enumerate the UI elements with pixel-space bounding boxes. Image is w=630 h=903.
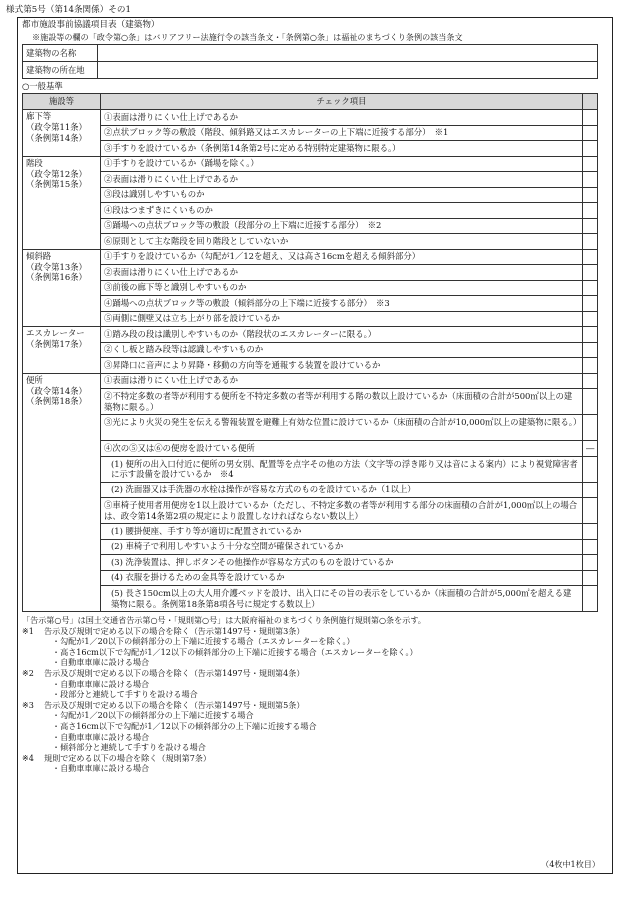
check-item: ①表面は滑りにくい仕上げであるか bbox=[101, 110, 583, 126]
check-item: ②表面は滑りにくい仕上げであるか bbox=[101, 265, 583, 281]
note-block bbox=[22, 753, 608, 774]
note-block bbox=[22, 700, 608, 753]
table-row bbox=[23, 524, 598, 540]
table-row bbox=[23, 456, 598, 482]
category-ref: （条例第18条） bbox=[26, 396, 87, 407]
note-block bbox=[22, 668, 608, 700]
check-item: ①手すりを設けているか（踊場を除く。） bbox=[101, 156, 583, 172]
category-escalator bbox=[23, 327, 101, 374]
table-row bbox=[23, 172, 598, 188]
check-box[interactable] bbox=[583, 234, 598, 250]
note-mark: ※3 bbox=[22, 699, 34, 710]
check-box[interactable] bbox=[583, 482, 598, 498]
check-item: ②くし板と踏み段等は認識しやすいものか bbox=[101, 342, 583, 358]
table-row bbox=[23, 498, 598, 524]
check-box[interactable] bbox=[583, 249, 598, 265]
category-ref: （条例第15条） bbox=[26, 179, 87, 190]
note-text: 告示及び規則で定める以下の場合を除く（告示第1497号・規則第4条） bbox=[44, 668, 305, 679]
form-frame bbox=[17, 17, 613, 874]
note-block bbox=[22, 626, 608, 668]
table-row bbox=[23, 280, 598, 296]
table-row bbox=[23, 482, 598, 498]
check-subitem: (1) 便所の出入口付近に便所の男女別、配置等を点字その他の方法（文字等の浮き彫り又は音による案内）により視覚障害者に示す設備を設けているか ※4 bbox=[101, 456, 583, 482]
check-item: ③前後の廊下等と識別しやすいものか bbox=[101, 280, 583, 296]
check-subitem: (5) 長さ150cm以上の大人用介護ベッドを設け、出入口にその旨の表示をしているか（床面積の合計が5,000㎡を超える建築物に限る。条例第18条第8項各号に規定する数以上） bbox=[101, 586, 583, 612]
table-row bbox=[23, 373, 598, 389]
check-box[interactable] bbox=[583, 570, 598, 586]
category-ref: （条例第17条） bbox=[26, 339, 87, 350]
check-item: ⑤踊場への点状ブロック等の敷設（段部分の上下端に近接する部分） ※2 bbox=[101, 218, 583, 234]
table-row bbox=[23, 234, 598, 250]
check-subitem: (2) 洗面器又は手洗器の水栓は操作が容易な方式のものを設けているか（1以上） bbox=[101, 482, 583, 498]
note-bullet: ・自動車車庫に設ける場合 bbox=[52, 763, 150, 774]
general-standard-label: ○一般基準 bbox=[22, 81, 63, 92]
category-name: 廊下等 bbox=[26, 111, 52, 122]
note-text: 告示及び規則で定める以下の場合を除く（告示第1497号・規則第3条） bbox=[44, 625, 305, 636]
note-bullet: ・勾配が1／20以下の傾斜部分の上下端に近接する場合（エスカレーターを除く。） bbox=[52, 636, 355, 647]
table-row bbox=[23, 311, 598, 327]
category-name: 階段 bbox=[26, 157, 43, 168]
check-box[interactable] bbox=[583, 342, 598, 358]
building-info-table bbox=[22, 44, 598, 79]
header-check-item: チェック項目 bbox=[101, 94, 583, 110]
note-mark: ※1 bbox=[22, 625, 34, 636]
table-row bbox=[23, 539, 598, 555]
table-row bbox=[23, 342, 598, 358]
check-box[interactable] bbox=[583, 110, 598, 126]
check-box[interactable] bbox=[583, 524, 598, 540]
form-body bbox=[22, 20, 608, 774]
check-item: ⑤車椅子使用者用便房を1以上設けているか（ただし、不特定多数の者等が利用する部分の床面積の合計が1,000㎡以上の場合は、政令第14条第2項の規定により設置しなければならない数以上） bbox=[101, 498, 583, 524]
table-row bbox=[23, 249, 598, 265]
check-box[interactable] bbox=[583, 172, 598, 188]
table-row bbox=[23, 441, 598, 457]
check-item: ②不特定多数の者等が利用する便所を不特定多数の者等が利用する階の数以上設けているか（床面積の合計が500㎡以上の建築物に限る。） bbox=[101, 389, 583, 415]
footer-intro: 「告示第○号」は国土交通省告示第○号・「規則第○号」は大阪府福祉のまちづくり条例施行規則第○条を示す。 bbox=[22, 615, 426, 626]
check-item: ④次の⑤又は⑥の便房を設けている便所 bbox=[101, 441, 583, 457]
table-row bbox=[23, 218, 598, 234]
check-box[interactable] bbox=[583, 555, 598, 571]
check-item: ①踏み段の段は識別しやすいものか（階段状のエスカレーターに限る。） bbox=[101, 327, 583, 343]
check-box[interactable] bbox=[583, 187, 598, 203]
check-item: ⑥原則として主な階段を回り階段としていないか bbox=[101, 234, 583, 250]
check-item: ①手すりを設けているか（勾配が1／12を超え、又は高さ16cmを超える傾斜部分） bbox=[101, 249, 583, 265]
check-subitem: (4) 衣服を掛けるための金具等を設けているか bbox=[101, 570, 583, 586]
table-row bbox=[23, 586, 598, 612]
note-mark: ※2 bbox=[22, 668, 34, 679]
check-box[interactable] bbox=[583, 296, 598, 312]
check-subitem: (3) 洗浄装置は、押しボタンその他操作が容易な方式のものを設けているか bbox=[101, 555, 583, 571]
check-item: ④踊場への点状ブロック等の敷設（傾斜部分の上下端に近接する部分） ※3 bbox=[101, 296, 583, 312]
form-number: 様式第5号（第14条関係）その1 bbox=[6, 5, 131, 15]
check-box[interactable] bbox=[583, 203, 598, 219]
building-name-row bbox=[23, 45, 598, 62]
check-box[interactable] bbox=[583, 415, 598, 441]
category-ref: （条例第14条） bbox=[26, 132, 87, 143]
check-box[interactable] bbox=[583, 265, 598, 281]
table-row bbox=[23, 296, 598, 312]
check-box[interactable] bbox=[583, 358, 598, 374]
note-bullet: ・勾配が1／20以下の傾斜部分の上下端に近接する場合 bbox=[52, 710, 254, 721]
note-text: 告示及び規則で定める以下の場合を除く（告示第1497号・規則第5条） bbox=[44, 699, 305, 710]
check-item: ⑤両側に側壁又は立ち上がり部を設けているか bbox=[101, 311, 583, 327]
table-row bbox=[23, 125, 598, 141]
note-bullet: ・高さ16cm以下で勾配が1／12以下の傾斜部分の上下端に近接する場合（エスカレーターを除く。） bbox=[52, 646, 418, 657]
table-row bbox=[23, 327, 598, 343]
category-ref: （政令第11条） bbox=[26, 122, 87, 133]
check-mark-dash: ― bbox=[583, 441, 598, 457]
check-item: ②点状ブロック等の敷設（階段、傾斜路又はエスカレーターの上下端に近接する部分） ※1 bbox=[101, 125, 583, 141]
check-box[interactable] bbox=[583, 373, 598, 389]
checklist-table bbox=[22, 93, 598, 612]
note-bullet: ・高さ16cm以下で勾配が1／12以下の傾斜部分の上下端に近接する場合 bbox=[52, 721, 317, 732]
category-ref: （政令第13条） bbox=[26, 261, 87, 272]
category-name: 傾斜路 bbox=[26, 250, 52, 261]
note-bullet: ・段部分と連続して手すりを設ける場合 bbox=[52, 689, 198, 700]
check-item: ①表面は滑りにくい仕上げであるか bbox=[101, 373, 583, 389]
category-ramp bbox=[23, 249, 101, 327]
category-ref: （条例第16条） bbox=[26, 272, 87, 283]
note-text: 規則で定める以下の場合を除く（規則第7条） bbox=[44, 752, 212, 763]
check-box[interactable] bbox=[583, 141, 598, 157]
note-mark: ※4 bbox=[22, 752, 34, 763]
header-check-column bbox=[583, 94, 598, 110]
check-subitem: (1) 腰掛便座、手すり等が適切に配置されているか bbox=[101, 524, 583, 540]
checklist-header-row bbox=[23, 94, 598, 110]
category-stairs bbox=[23, 156, 101, 249]
check-item: ③手すりを設けているか（条例第14条第2号に定める特別特定建築物に限る。） bbox=[101, 141, 583, 157]
building-name-label: 建築物の名称 bbox=[23, 45, 98, 62]
category-ref: （政令第14条） bbox=[26, 385, 87, 396]
form-title: 都市施設事前協議項目表（建築物） bbox=[22, 20, 160, 30]
check-item: ④段はつまずきにくいものか bbox=[101, 203, 583, 219]
table-row bbox=[23, 555, 598, 571]
check-box[interactable] bbox=[583, 539, 598, 555]
check-item: ③昇降口に音声により昇降・移動の方向等を通報する装置を設けているか bbox=[101, 358, 583, 374]
check-box[interactable] bbox=[583, 156, 598, 172]
table-row bbox=[23, 203, 598, 219]
note-bullet: ・自動車車庫に設ける場合 bbox=[52, 678, 150, 689]
check-box[interactable] bbox=[583, 280, 598, 296]
check-subitem: (2) 車椅子で利用しやすいよう十分な空間が確保されているか bbox=[101, 539, 583, 555]
table-row bbox=[23, 110, 598, 126]
check-box[interactable] bbox=[583, 586, 598, 612]
table-row bbox=[23, 187, 598, 203]
note-bullet: ・自動車車庫に設ける場合 bbox=[52, 657, 150, 668]
check-box[interactable] bbox=[583, 389, 598, 415]
table-row bbox=[23, 358, 598, 374]
table-row bbox=[23, 415, 598, 441]
category-name: 便所 bbox=[26, 374, 43, 385]
table-row bbox=[23, 141, 598, 157]
check-box[interactable] bbox=[583, 311, 598, 327]
check-box[interactable] bbox=[583, 456, 598, 482]
check-item: ②表面は滑りにくい仕上げであるか bbox=[101, 172, 583, 188]
check-item: ③段は識別しやすいものか bbox=[101, 187, 583, 203]
page-number: （4枚中1枚目） bbox=[541, 858, 600, 869]
building-location-field[interactable] bbox=[98, 62, 598, 79]
check-box[interactable] bbox=[583, 498, 598, 524]
article-note: ※施設等の欄の「政令第○条」はバリアフリー法施行令の該当条文・「条例第○条」は福祉のまちづくり条例の該当条文 bbox=[32, 32, 463, 42]
note-bullet: ・自動車車庫に設ける場合 bbox=[52, 731, 150, 742]
category-corridor bbox=[23, 110, 101, 157]
footer-notes bbox=[22, 615, 608, 774]
category-toilet bbox=[23, 373, 101, 612]
building-name-field[interactable] bbox=[98, 45, 598, 62]
header-facility: 施設等 bbox=[23, 94, 101, 110]
table-row bbox=[23, 389, 598, 415]
table-row bbox=[23, 570, 598, 586]
note-bullet: ・傾斜部分と連続して手すりを設ける場合 bbox=[52, 742, 206, 753]
check-box[interactable] bbox=[583, 327, 598, 343]
check-item: ③光により火災の発生を伝える警報装置を避難上有効な位置に設けているか（床面積の合計が10,000㎡以上の建築物に限る。） bbox=[101, 415, 583, 441]
building-location-label: 建築物の所在地 bbox=[23, 62, 98, 79]
table-row bbox=[23, 156, 598, 172]
table-row bbox=[23, 265, 598, 281]
check-box[interactable] bbox=[583, 125, 598, 141]
building-location-row bbox=[23, 62, 598, 79]
category-name: エスカレーター bbox=[26, 328, 85, 339]
check-box[interactable] bbox=[583, 218, 598, 234]
category-ref: （政令第12条） bbox=[26, 168, 87, 179]
